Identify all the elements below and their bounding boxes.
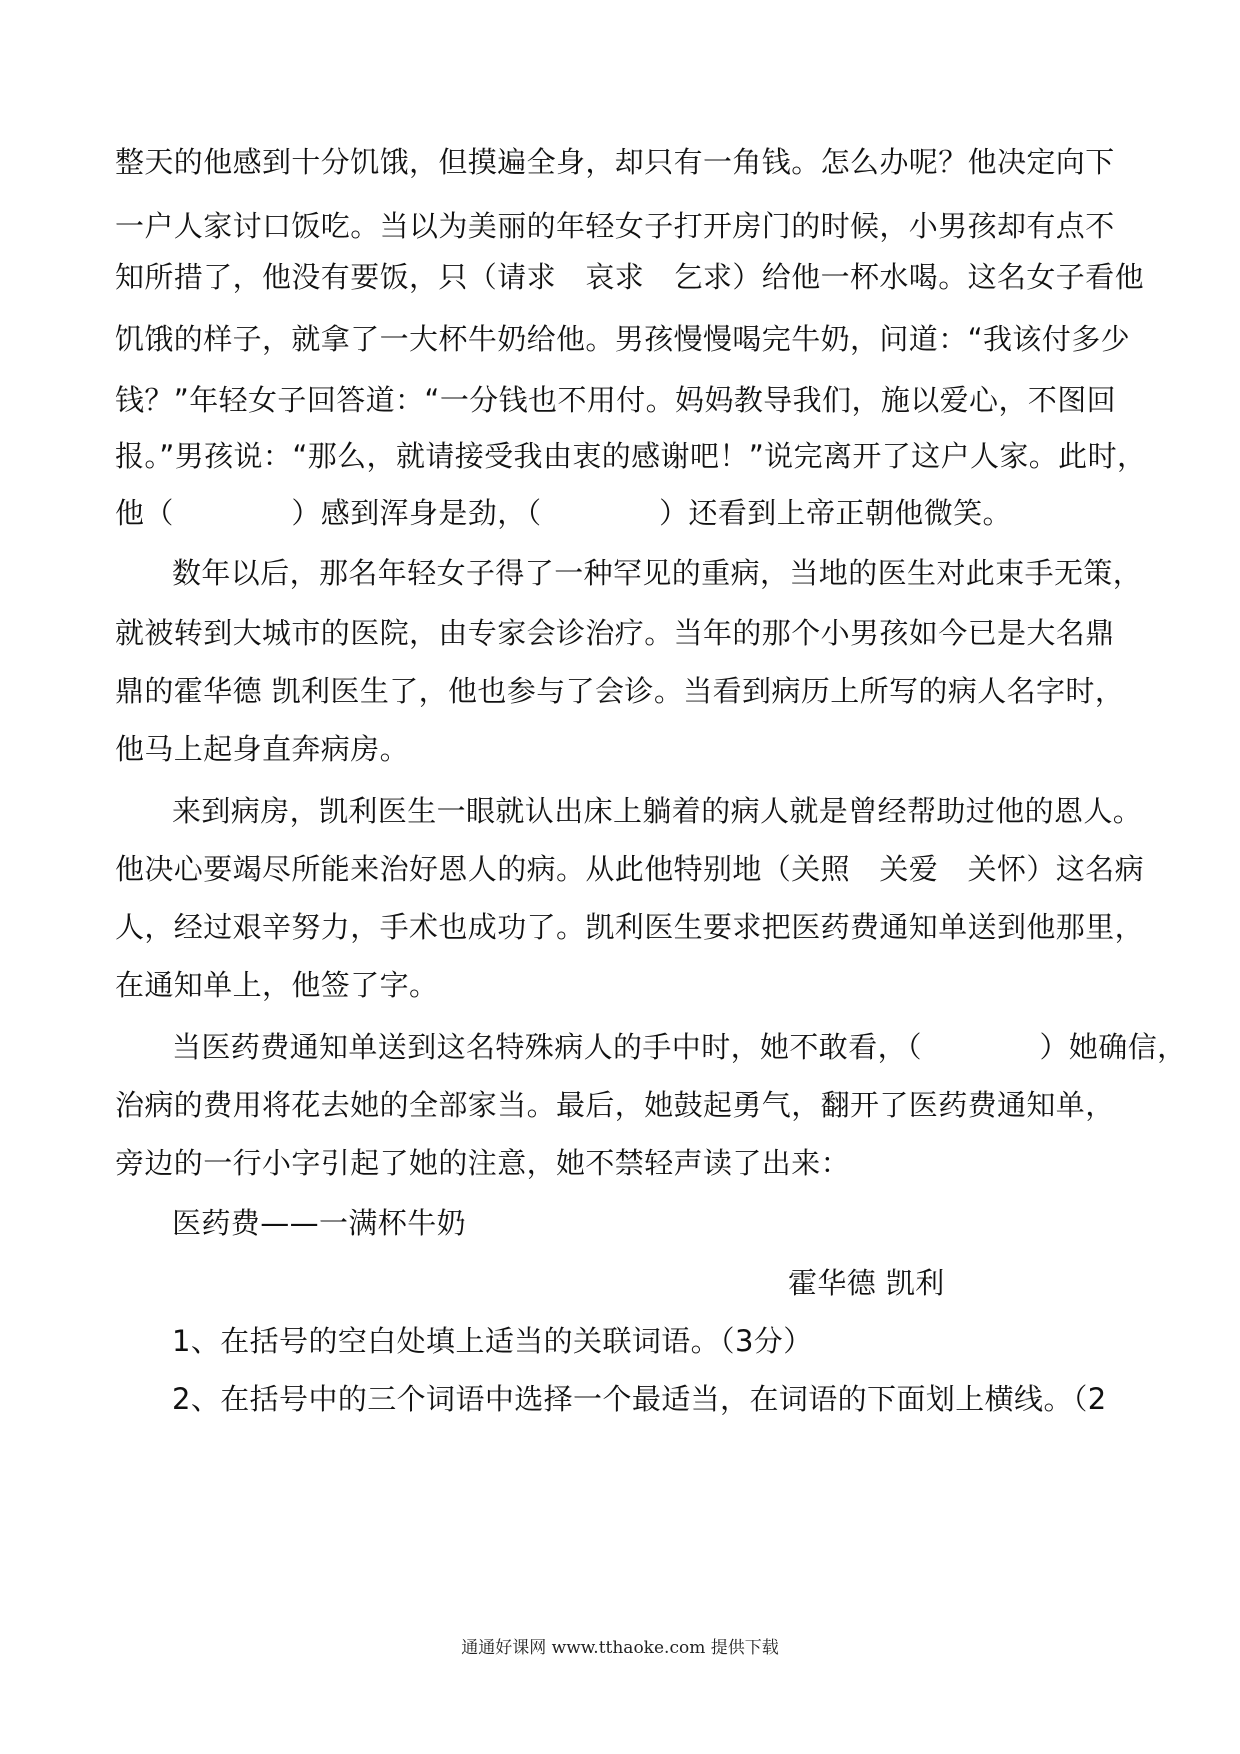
paragraph-line: 当医药费通知单送到这名特殊病人的手中时，她不敢看，（ ）她确信， (172, 1030, 1187, 1064)
question-item: 1、在括号的空白处填上适当的关联词语。（3分） (172, 1324, 813, 1358)
paragraph-line: 整天的他感到十分饥饿，但摸遍全身，却只有一角钱。怎么办呢？他决定向下 (115, 145, 1115, 179)
paragraph-line: 他（ ）感到浑身是劲，（ ）还看到上帝正朝他微笑。 (115, 496, 1012, 530)
paragraph-line: 治病的费用将花去她的全部家当。最后，她鼓起勇气，翻开了医药费通知单， (115, 1088, 1115, 1122)
paragraph-line: 人，经过艰辛努力，手术也成功了。凯利医生要求把医药费通知单送到他那里， (115, 910, 1145, 944)
signature-line: 霍华德 凯利 (788, 1266, 945, 1300)
question-item: 2、在括号中的三个词语中选择一个最适当，在词语的下面划上横线。（2 (172, 1382, 1107, 1416)
page-footer: 通通好课网 www.tthaoke.com 提供下载 (461, 1638, 779, 1658)
paragraph-line: 一户人家讨口饭吃。当以为美丽的年轻女子打开房门的时候，小男孩却有点不 (115, 209, 1115, 243)
paragraph-line: 知所措了，他没有要饭，只（请求 哀求 乞求）给他一杯水喝。这名女子看他 (115, 260, 1145, 294)
paragraph-line: 在通知单上，他签了字。 (115, 968, 439, 1002)
paragraph-line: 就被转到大城市的医院，由专家会诊治疗。当年的那个小男孩如今已是大名鼎 (115, 616, 1115, 650)
paragraph-line: 钱？”年轻女子回答道：“一分钱也不用付。妈妈教导我们，施以爱心，不图回 (115, 383, 1117, 417)
paragraph-line: 饥饿的样子，就拿了一大杯牛奶给他。男孩慢慢喝完牛奶，问道：“我该付多少 (115, 322, 1131, 356)
paragraph-line: 旁边的一行小字引起了她的注意，她不禁轻声读了出来： (115, 1146, 851, 1180)
paragraph-line: 他决心要竭尽所能来治好恩人的病。从此他特别地（关照 关爱 关怀）这名病 (115, 852, 1145, 886)
paragraph-line: 来到病房，凯利医生一眼就认出床上躺着的病人就是曾经帮助过他的恩人。 (172, 794, 1143, 828)
paragraph-line: 报。”男孩说：“那么，就请接受我由衷的感谢吧！”说完离开了这户人家。此时， (115, 439, 1147, 473)
paragraph-line: 他马上起身直奔病房。 (115, 732, 410, 766)
paragraph-line: 鼎的霍华德 凯利医生了，他也参与了会诊。当看到病历上所写的病人名字时， (115, 674, 1125, 708)
bill-note-line: 医药费——一满杯牛奶 (172, 1206, 467, 1240)
paragraph-line: 数年以后，那名年轻女子得了一种罕见的重病，当地的医生对此束手无策， (172, 556, 1143, 590)
